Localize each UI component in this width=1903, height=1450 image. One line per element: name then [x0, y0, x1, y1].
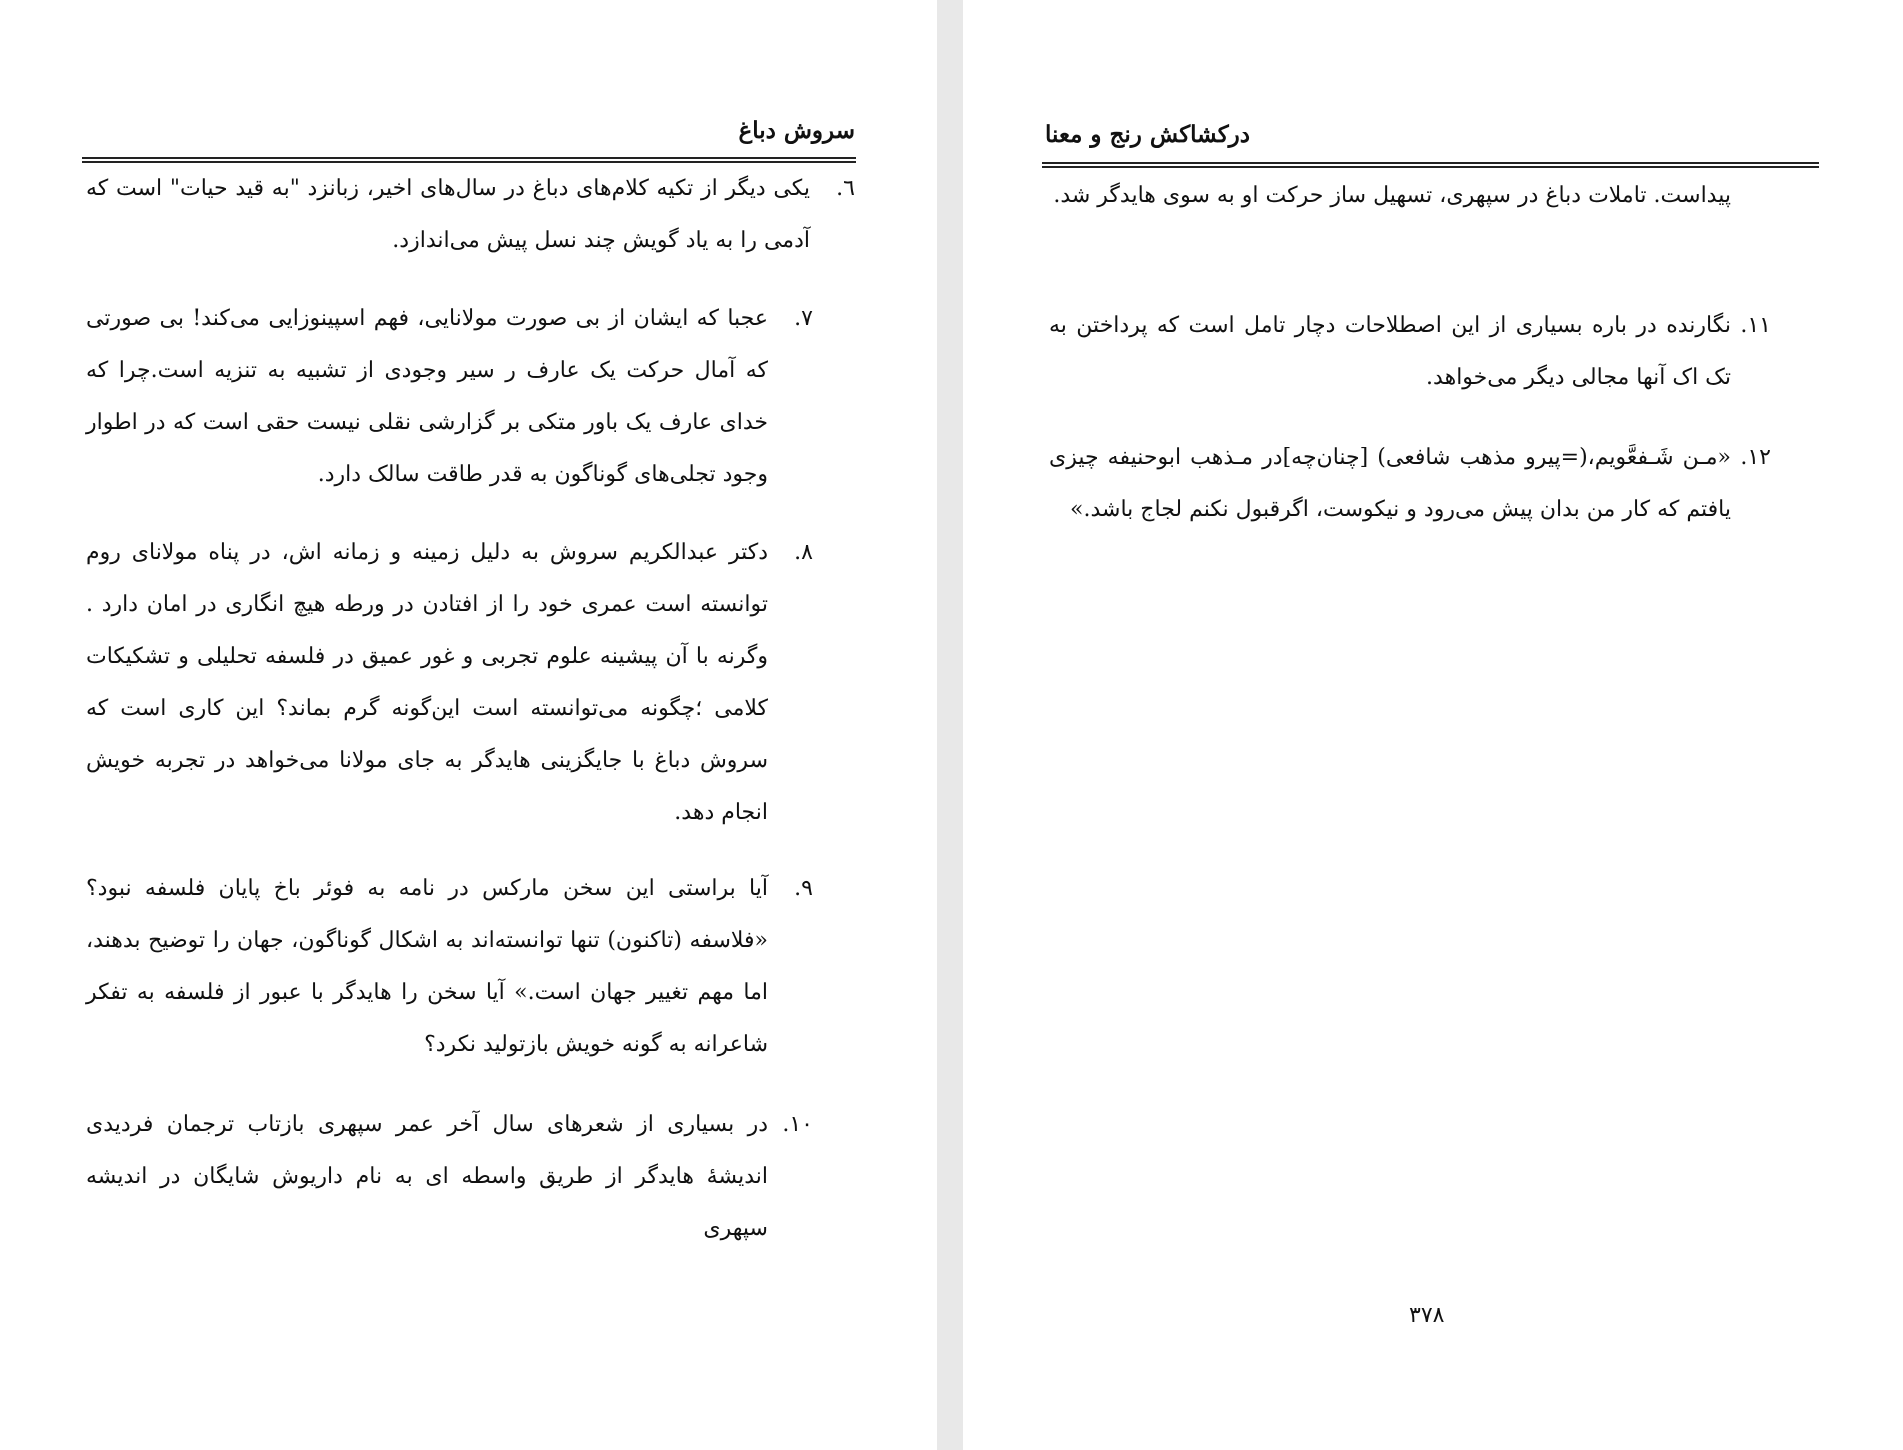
page-number: ۳۷۸	[1409, 1303, 1445, 1328]
right-running-header: درکشاکش رنج و معنا	[1045, 121, 1250, 148]
footnote-6	[86, 163, 855, 267]
footnote-number: ۱۰.	[782, 1112, 813, 1137]
footnote-number: ۱۱.	[1740, 313, 1771, 338]
footnote-text: «مـن شَـفعَّویم،(=پیرو مذهب شافعی) [چنان‌چه]در مـذهب ابوحنیفه چیزی یافتم که کار من بدان پیش می‌رود و نیکوست، اگرقبول نکنم لجاج باشد.»	[1049, 445, 1731, 522]
footnote-10	[86, 1099, 813, 1255]
footnote-number: ۸.	[794, 540, 813, 565]
footnote-text: یکی دیگر از تکیه کلام‌های دباغ در سال‌های اخیر، زبانزد "به قید حیات" است که آدمی را به یاد گویش چند نسل پیش می‌اندازد.	[86, 176, 810, 253]
left-page	[0, 0, 937, 1450]
footnote-8	[86, 527, 813, 839]
footnote-11	[1049, 300, 1771, 404]
footnote-text: پیداست. تاملات دباغ در سپهری، تسهیل ساز حرکت او به سوی هایدگر شد.	[1053, 183, 1731, 208]
footnote-text: آیا براستی این سخن مارکس در نامه به فوئر باخ پایان فلسفه نبود؟ «فلاسفه (تاکنون) تنها توانسته‌اند به اشکال گوناگون، جهان را توضیح بدهند، اما مهم تغییر جهان است.» آیا سخن را هایدگر با عبور از فلسفه به تفکر شاعرانه به گونه خویش بازتولید نکرد؟	[86, 876, 768, 1057]
footnote-continuation	[1049, 170, 1731, 222]
footnote-number: ٦.	[836, 176, 855, 201]
footnote-number: ۷.	[794, 306, 813, 331]
footnote-number: ۹.	[794, 876, 813, 901]
footnote-9	[86, 863, 813, 1071]
footnote-text: دکتر عبدالکریم سروش به دلیل زمینه و زمانه اش، در پناه مولانای روم توانسته است عمری خود را از افتادن در ورطه هیچ انگاری در امان دارد . وگرنه با آن پیشینه علوم تجربی و غور عمیق در فلسفه تحلیلی و تشکیکات کلامی ؛چگونه می‌توانسته است این‌گونه گرم بماند؟ این کاری است که سروش دباغ با جایگزینی هایدگر به جای مولانا می‌خواهد در تجربه خویش انجام دهد.	[86, 540, 768, 825]
footnote-text: نگارنده در باره بسیاری از این اصطلاحات دچار تامل است که پرداختن به تک اک آنها مجالی دیگر می‌خواهد.	[1049, 313, 1731, 390]
right-page	[963, 0, 1903, 1450]
right-header-rule	[1042, 162, 1819, 168]
footnote-number: ۱۲.	[1740, 445, 1771, 470]
footnote-7	[86, 293, 813, 501]
footnote-text: عجبا که ایشان از بی صورت مولانایی، فهم اسپینوزایی می‌کند! بی صورتی که آمال حرکت یک عارف ر سیر وجودی از تشبیه به تنزیه است.چرا که خدای عارف یک باور متکی بر گزارشی نقلی نیست حقی است که در اطوار وجود تجلی‌های گوناگون به قدر طاقت سالک دارد.	[86, 306, 768, 487]
footnote-12	[1049, 432, 1771, 536]
left-running-header: سروش دباغ	[738, 117, 855, 144]
footnote-text: در بسیاری از شعرهای سال آخر عمر سپهری بازتاب ترجمان فردیدی اندیشهٔ هایدگر از طریق واسطه ای به نام داریوش شایگان در اندیشه سپهری	[86, 1112, 768, 1241]
